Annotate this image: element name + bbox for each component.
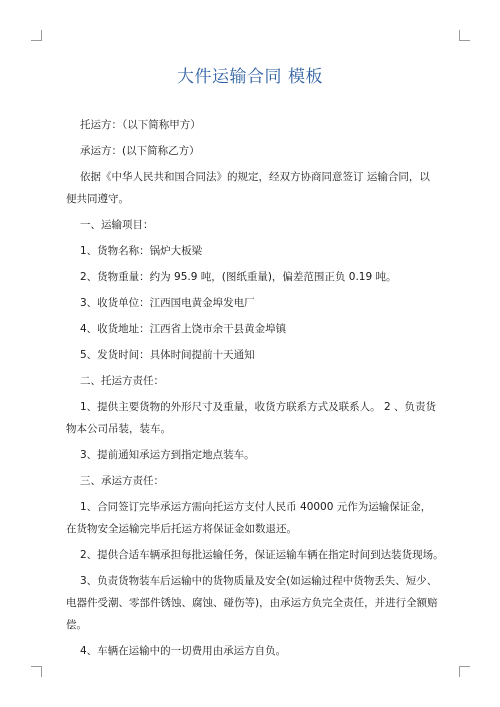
section-heading-carrier-duties: 三、承运方责任：: [80, 475, 164, 487]
document-body: [66, 114, 444, 662]
clause-goods-weight: 2、货物重量：约为 95.9 吨，(图纸重量)，偏差范围正负 0.19 吨。: [80, 271, 397, 283]
clause-carrier-duty-2: 2、提供合适车辆承担每批运输任务，保证运输车辆在指定时间到达装货现场。: [80, 549, 444, 561]
section-heading-shipper-duties: 二、托运方责任：: [80, 375, 164, 387]
crop-mark-top-left: [31, 30, 42, 41]
clause-shipper-duty-1-2: 1、提供主要货物的外形尺寸及重量，收货方联系方式及联系人。 2 、负责货物本公司吊装，装车。: [66, 401, 437, 435]
clause-carrier-duty-1: 1、合同签订完毕承运方需向托运方支付人民币 40000 元作为运输保证金，在货物安全运输完毕后托运方将保证金如数退还。: [66, 501, 432, 535]
document-title: 大件运输合同 模板: [177, 67, 323, 87]
clause-goods-name: 1、货物名称：锅炉大板梁: [80, 245, 203, 257]
clause-carrier-duty-3: 3、负责货物装车后运输中的货物质量及安全(如运输过程中货物丢失、短少、电器件受潮、零部件锈蚀、腐蚀、碰伤等)，由承运方负完全责任，并进行全额赔偿。: [66, 575, 438, 631]
clause-receiving-address: 4、收货地址：江西省上饶市余干县黄金埠镇: [80, 323, 287, 335]
crop-mark-top-right: [459, 30, 470, 41]
clause-carrier-duty-4: 4、车辆在运输中的一切费用由承运方自负。: [80, 645, 287, 657]
clause-shipping-time: 5、发货时间：具体时间提前十天通知: [80, 349, 255, 361]
shipper-line: 托运方：（以下简称甲方）: [80, 119, 201, 131]
clause-receiving-unit: 3、收货单位：江西国电黄金埠发电厂: [80, 297, 255, 309]
carrier-line: 承运方：(以下简称乙方）: [80, 145, 200, 157]
clause-shipper-duty-3: 3、提前通知承运方到指定地点装车。: [80, 449, 255, 461]
preamble-paragraph: 依据《中华人民共和国合同法》的规定，经双方协商同意签订 运输合同，以便共同遵守。: [66, 171, 430, 205]
crop-mark-bottom-right: [459, 666, 470, 677]
crop-mark-bottom-left: [31, 666, 42, 677]
section-heading-transport-items: 一、运输项目：: [80, 219, 154, 231]
